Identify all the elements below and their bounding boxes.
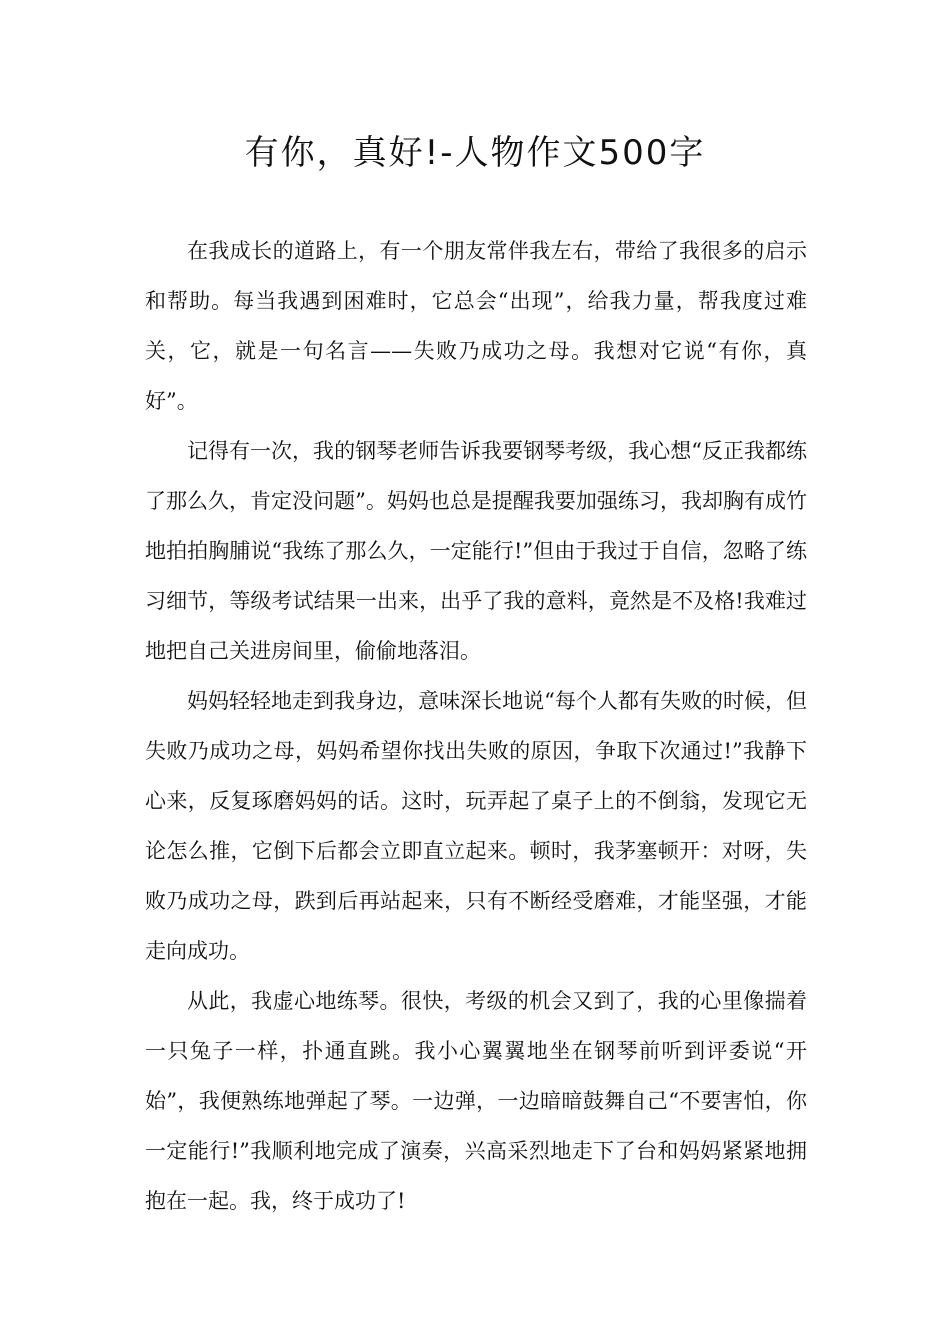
document-title: 有你，真好!-人物作文500字 bbox=[244, 133, 706, 173]
document-body bbox=[145, 226, 807, 1226]
paragraph-3: 妈妈轻轻地走到我身边，意味深长地说“每个人都有失败的时候，但失败乃成功之母，妈妈希望你找出失败的原因，争取下次通过!”我静下心来，反复琢磨妈妈的话。这时，玩弄起了桌子上的不倒翁，发现它无论怎么推，它倒下后都会立即直立起来。顿时，我茅塞顿开：对呀，失败乃成功之母，跌到后再站起来，只有不断经受磨难，才能坚强，才能走向成功。 bbox=[145, 689, 807, 963]
paragraph-1: 在我成长的道路上，有一个朋友常伴我左右，带给了我很多的启示和帮助。每当我遇到困难时，它总会“出现”，给我力量，帮我度过难关，它，就是一句名言——失败乃成功之母。我想对它说“有你，真好”。 bbox=[145, 239, 807, 413]
paragraph-4: 从此，我虚心地练琴。很快，考级的机会又到了，我的心里像揣着一只兔子一样，扑通直跳。我小心翼翼地坐在钢琴前听到评委说“开始”，我便熟练地弹起了琴。一边弹，一边暗暗鼓舞自己“不要害怕，你一定能行!”我顺利地完成了演奏，兴高采烈地走下了台和妈妈紧紧地拥抱在一起。我，终于成功了! bbox=[145, 989, 807, 1213]
paragraph-2: 记得有一次，我的钢琴老师告诉我要钢琴考级，我心想“反正我都练了那么久，肯定没问题”。妈妈也总是提醒我要加强练习，我却胸有成竹地拍拍胸脯说“我练了那么久，一定能行!”但由于我过于自信，忽略了练习细节，等级考试结果一出来，出乎了我的意料，竟然是不及格!我难过地把自己关进房间里，偷偷地落泪。 bbox=[145, 439, 807, 663]
